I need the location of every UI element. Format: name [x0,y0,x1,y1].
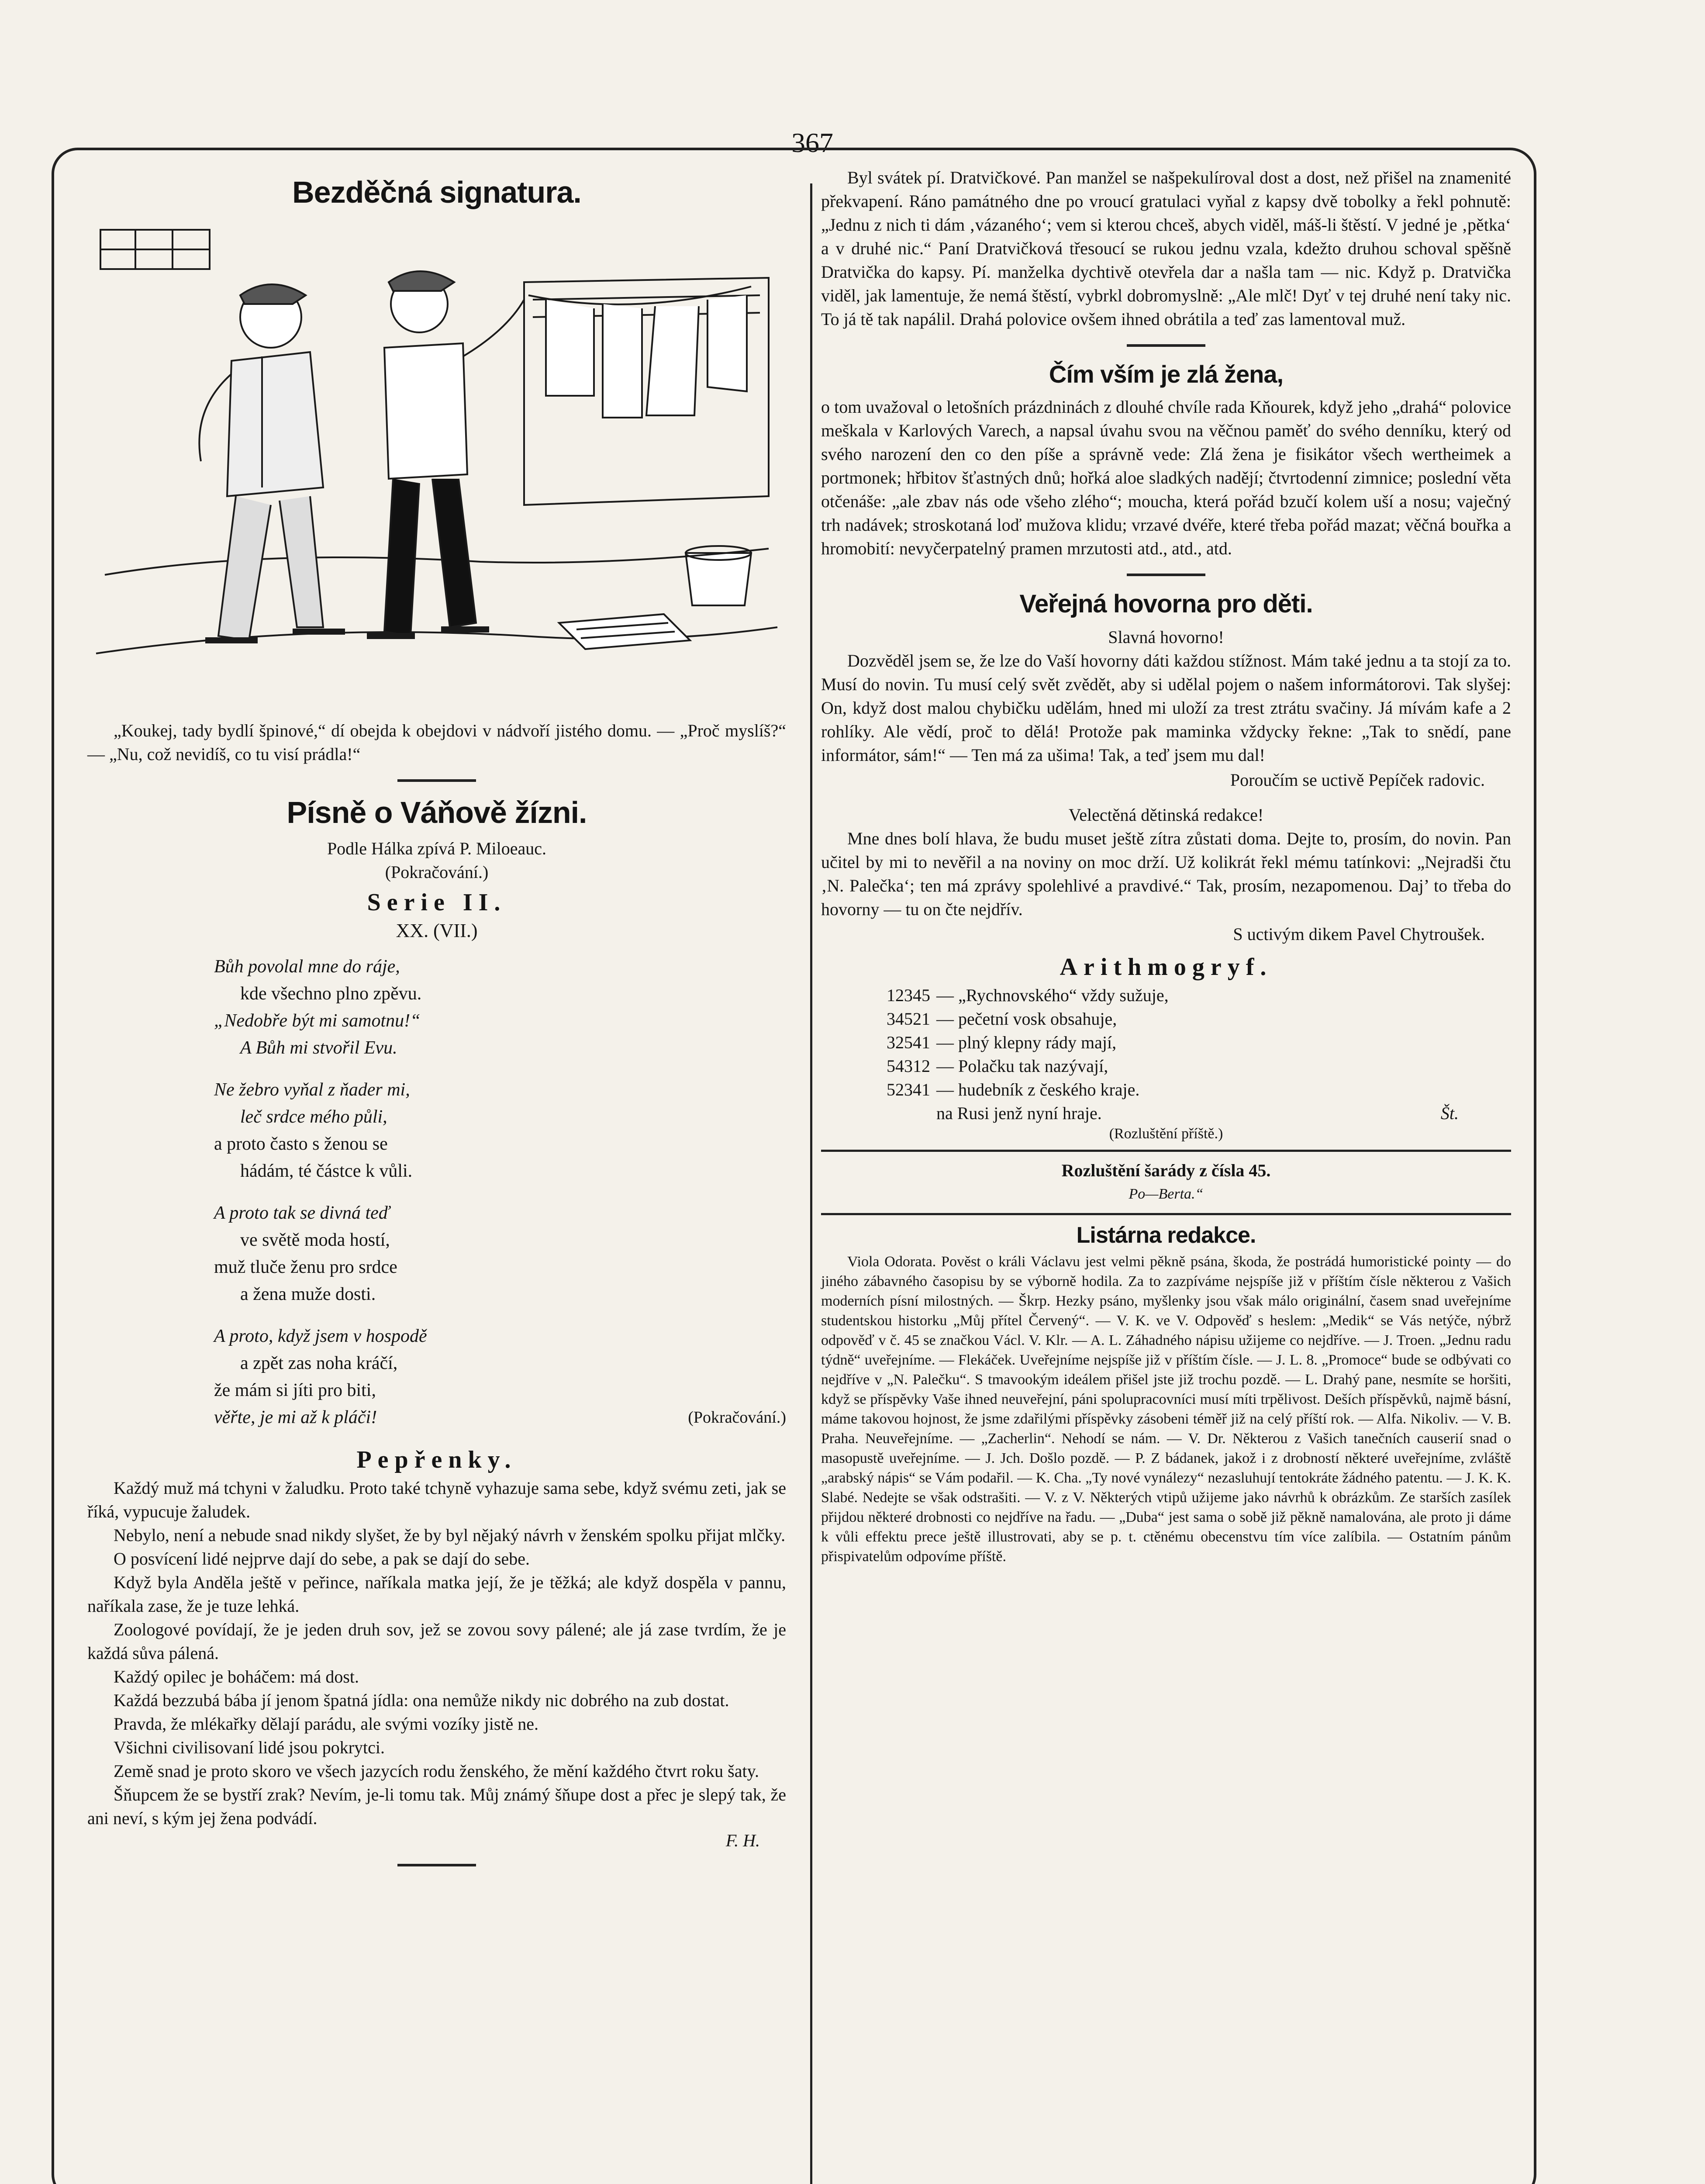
poem-series: Serie II. [367,889,507,916]
divider [397,779,476,782]
arithmogryf-clue: — plný klepny rády mají, [936,1033,1117,1052]
peprenky-item: Když byla Anděla ještě v peřince, naříkala matka její, že je těžká; ale když dospěla v pannu, naříkala zase, že je tuze lehká. [87,1572,786,1616]
peprenky-item: Pravda, že mlékařky dělají parádu, ale svými vozíky jistě ne. [114,1714,539,1734]
poem-stanza [214,1323,786,1431]
arithmogryf-row [839,1031,1511,1054]
poem-last-line [214,1404,786,1431]
arithmogryf-note: (Rozluštění příště.) [1109,1126,1223,1142]
letter1-signature: Poroučím se uctivě Pepíček radovic. [1230,770,1485,790]
arithmogryf-clue: — hudebník z českého kraje. [936,1080,1140,1099]
poem-line: A proto tak se divná teď [214,1203,390,1223]
right-column [821,166,1511,1566]
peprenky-item: Všichni civilisovaní lidé jsou pokrytci. [114,1738,385,1757]
poem-line: leč srdce mého půli, [240,1107,387,1127]
poem-subtitle: Podle Hálka zpívá P. Miloeauc. [327,839,547,858]
poem-body [214,953,786,1431]
arithmogryf-row [839,1078,1511,1102]
divider [821,1150,1511,1152]
poem-line: muž tluče ženu pro srdce [214,1257,397,1277]
letter2-greeting: Velectěná dětinská redakce! [1068,805,1264,825]
poem-line: a žena muže dosti. [240,1284,376,1304]
poem-stanza [214,1199,786,1308]
arithmogryf-author: Št. [1440,1103,1459,1123]
arithmogryf-rows [839,984,1511,1125]
divider [821,1213,1511,1215]
poem-to-be-continued: (Pokračování.) [688,1408,786,1427]
arithmogryf-heading: Arithmogryf. [1060,954,1273,981]
arithmogryf-clue: na Rusi jenž nyní hraje. [936,1103,1102,1123]
arithmogryf-number [839,1102,936,1125]
divider [397,1864,476,1866]
page-number: 367 [791,127,833,158]
poem-line: věřte, je mi až k pláči! [214,1407,377,1427]
poem-line: A proto, když jsem v hospodě [214,1326,427,1346]
dratvicka-story: Byl svátek pí. Dratvičkové. Pan manžel se našpekulíroval dost a dost, než přišel na znamenité překvapení. Ráno památného dne po vroucí gratulaci vyňal z kapsy dvě tobolky a řekl pohnutě: „Jednu z nich ti dám ‚vázaného‘; vem si kterou chceš, abych viděl, máš-li štěstí. V jedné je ‚pětka‘ a v druhé nic.“ Paní Dratvičková třesoucí se rukou jednu vzala, kdežto druhou schoval spěšně Dratvička do kapsy. Pí. manželka dychtivě otevřela dar a našla tam — nic. Když p. Dratvička viděl, jak lamentuje, že nemá štěstí, vybrkl dobromyslně: „Ale mlč! Dyť v tej druhé není taky nic. To já tě tak napálil. Drahá polovice ovšem ihned obrátila a teď zas lamentoval muž. [821,168,1511,329]
letter1-greeting: Slavná hovorno! [1108,627,1224,647]
arithmogryf-number: 52341 [887,1080,930,1099]
arithmogryf-row [839,1007,1511,1031]
arithmogryf-row [839,1102,1511,1125]
peprenky-item: Šňupcem že se bystří zrak? Nevím, je-li tomu tak. Můj známý šňupe dost a přec je slepý tak, že ani neví, s kým jej žena podvádí. [87,1785,786,1828]
poem-line: a proto často s ženou se [214,1134,388,1154]
poem-line: Bůh povolal mne do ráje, [214,957,400,977]
letter2-signature: S uctivým dikem Pavel Chytroušek. [1233,924,1485,944]
letter2-body: Mne dnes bolí hlava, že budu muset ještě zítra zůstati doma. Dejte to, prosím, do novin. Pan učitel by mi to nevěřil a na noviny on moc drží. Už kolikrát řekl mému tatínkovi: „Nejradši čtu ‚N. Palečka‘; ten má zprávy spolehlivé a pravdivé.“ Tak, prosím, nezapomenou. Daj’ to třeba do hovorny — tu on čte nejdřív. [821,829,1511,919]
listarna-title: Listárna redakce. [1076,1223,1256,1248]
peprenky-item: Nebylo, není a nebude snad nikdy slyšet, že by byl nějaký návrh v ženském spolku přijat mlčky. [114,1525,786,1545]
poem-stanza [214,953,786,1061]
divider [1127,574,1205,576]
hovorna-title: Veřejná hovorna pro děti. [1019,590,1313,618]
arithmogryf-number: 32541 [887,1033,930,1052]
poem-line: hádám, té částce k vůli. [240,1161,413,1181]
peprenky-signature: F. H. [725,1831,760,1850]
divider [1127,344,1205,347]
left-column [87,166,786,1880]
peprenky-heading: Pepřenky. [356,1446,517,1473]
arithmogryf-clue: — „Rychnovského“ vždy sužuje, [936,985,1169,1005]
cartoon-title: Bezděčná signatura. [292,175,581,209]
peprenky-list [87,1476,786,1830]
poem-continued: (Pokračování.) [385,862,489,882]
poem-line: ve světě moda hostí, [240,1230,390,1250]
column-divider [810,183,812,2184]
poem-line: Ne žebro vyňal z ňader mi, [214,1080,410,1100]
arithmogryf-number: 34521 [887,1009,930,1029]
peprenky-item: Každý muž má tchyni v žaludku. Proto také tchyně vyhazuje sama sebe, když svému zeti, jak se říká, vypucuje žaludek. [87,1478,786,1521]
peprenky-item: O posvícení lidé nejprve dají do sebe, a pak se dají do sebe. [114,1549,530,1569]
peprenky-item: Země snad je proto skoro ve všech jazycích rodu ženského, že mění každého čtvrt roku šaty. [114,1761,759,1781]
peprenky-item: Každý opilec je boháčem: má dost. [114,1667,359,1686]
poem-line: A Bůh mi stvořil Evu. [240,1038,397,1058]
solution-answer: Po—Berta.“ [1129,1186,1204,1202]
zla-zena-title: Čím vším je zlá žena, [1049,360,1284,388]
arithmogryf-number: 54312 [887,1056,930,1076]
poem-line: kde všechno plno zpěvu. [240,984,422,1004]
poem-line: „Nedobře být mi samotnu!“ [214,1011,421,1031]
poem-stanza [214,1076,786,1185]
arithmogryf-row [839,1054,1511,1078]
arithmogryf-number: 12345 [887,985,930,1005]
arithmogryf-clue: — pečetní vosk obsahuje, [936,1009,1117,1029]
letter1-body: Dozvěděl jsem se, že lze do Vaší hovorny dáti každou stížnost. Mám také jednu a ta stojí za to. Musí do novin. Tu musí celý svět zvědět, aby si udělal pojem o našem informátorovi. Tak slyšej: On, když dost malou chybičku udělám, hned mi uloží za trest ztrátu svačiny. Já mívám kafe a 2 rohlíky. Ale vědí, proč to dělá! Protože pak maminka vždycky řekne: „Tak to snědí, pane informátor, sám!“ — Ten má za ušima! Tak, a teď jsem mu dal! [821,651,1511,765]
zla-zena-text: o tom uvažoval o letošních prázdninách z dlouhé chvíle rada Kňourek, když jeho „drahá“ polovice meškala v Karlových Varech, a napsal úvahu svou na věčnou paměť do svého denníku, který od svého narození den co den píše a správně vede: Zlá žena je fisikátor všech wertheimek a portmonek; hřbitov šťastných dnů; hořká aloe sladkých nadějí; čtvrtodenní zimnice; poslední věta otčenáše: „ale zbav nás ode všeho zlého“; moucha, která pořád bzučí kolem uší a nosu; vaječný trh nadávek; stroskotaná loď mužova klidu; vrzavé dvéře, které třeba pořád mazat; věčná bouřka a hromobití: nevyčerpatelný pramen mrzutosti atd., atd., atd. [821,397,1511,558]
arithmogryf-row [839,984,1511,1007]
cartoon-caption: „Koukej, tady bydlí špinové,“ dí obejda k obejdovi v nádvoří jistého domu. — „Proč myslíš?“ — „Nu, což nevidíš, co tu visí prádla!“ [87,721,786,764]
arithmogryf-clue: — Polačku tak nazývají, [936,1056,1108,1076]
poem-line: a zpět zas noha kráčí, [240,1353,398,1373]
listarna-text: Viola Odorata. Pověst o králi Václavu jest velmi pěkně psána, škoda, že postrádá humoristické pointy — do jiného zábavného časopisu by se výborně hodila. Za to zazpíváme nejspíše již v příštím čísle některou z Vašich moderních písní milostných. — Škrp. Hezky psáno, myšlenky jsou však málo originální, časem snad uveřejníme studentskou historku „Můj přítel Červený“. — V. K. ve V. Odpověď s heslem: „Medik“ se Vás netýče, nýbrž odpověď v č. 45 se značkou Václ. V. Klr. — A. L. Záhadného nápisu užijeme co nejdříve. — J. Troen. „Jednu radu týdně“ uveřejníme. — Flekáček. Uveřejníme nejspíše již v příštím čísle. — J. L. 8. „Promoce“ bude se odbývati co nejdříve v „N. Palečku“. S tmavookým ideálem přišel jste již trochu pozdě. — L. Drahý pane, nesmíte se horšiti, když se příspěvky Vaše ihned neuveřejní, páni spolupracovníci musí míti trpělivost. Deších příspěvků, najmě básní, máme takovou hojnost, že jsme zdařilými příspěvky zásobeni téměř již na celý příští rok. — Alfa. Nikoliv. — V. B. Praha. Neuveřejníme. — „Zacherlin“. Nehodí se nám. — V. Dr. Některou z Vašich tanečních causerií snad o masopustě uveřejníme. — J. Jch. Došlo pozdě. — P. Z bádanek, jakož i z drobností některé uveřejníme, zvláště „arabský nápis“ se Vám podařil. — K. Cha. „Ty nové vynálezy“ nezasluhují tentokráte žádného patentu. — J. K. K. Slabé. Nedejte se však odstrašiti. — V. z V. Některých vtipů užijeme jako návrhů k obrázkům. Ze starších zasílek přijdou některé drobnosti co nejdříve na řadu. — „Duba“ jest sama o sobě již pěkně namalována, ale proto ji dáme k vůli effektu prece ještě illustrovati, aby se p. t. ctěnému obecenstvu tím více zalíbila. — Ostatním pánům přispivatelům odpovíme příště. [821,1254,1511,1565]
peprenky-item: Každá bezzubá bába jí jenom špatná jídla: ona nemůže nikdy nic dobrého na zub dostat. [114,1690,729,1710]
peprenky-item: Zoologové povídají, že je jeden druh sov, jež se zovou sovy pálené; ale já zase tvrdím, že je každá sůva pálená. [87,1620,786,1663]
cartoon-illustration [87,217,786,710]
poem-number: XX. (VII.) [396,920,478,941]
poem-line: že mám si jíti pro biti, [214,1380,376,1400]
poem-title: Písně o Váňově žízni. [286,795,587,829]
solution-title: Rozluštění šarády z čísla 45. [1061,1161,1271,1180]
listarna-body [821,1252,1511,1566]
